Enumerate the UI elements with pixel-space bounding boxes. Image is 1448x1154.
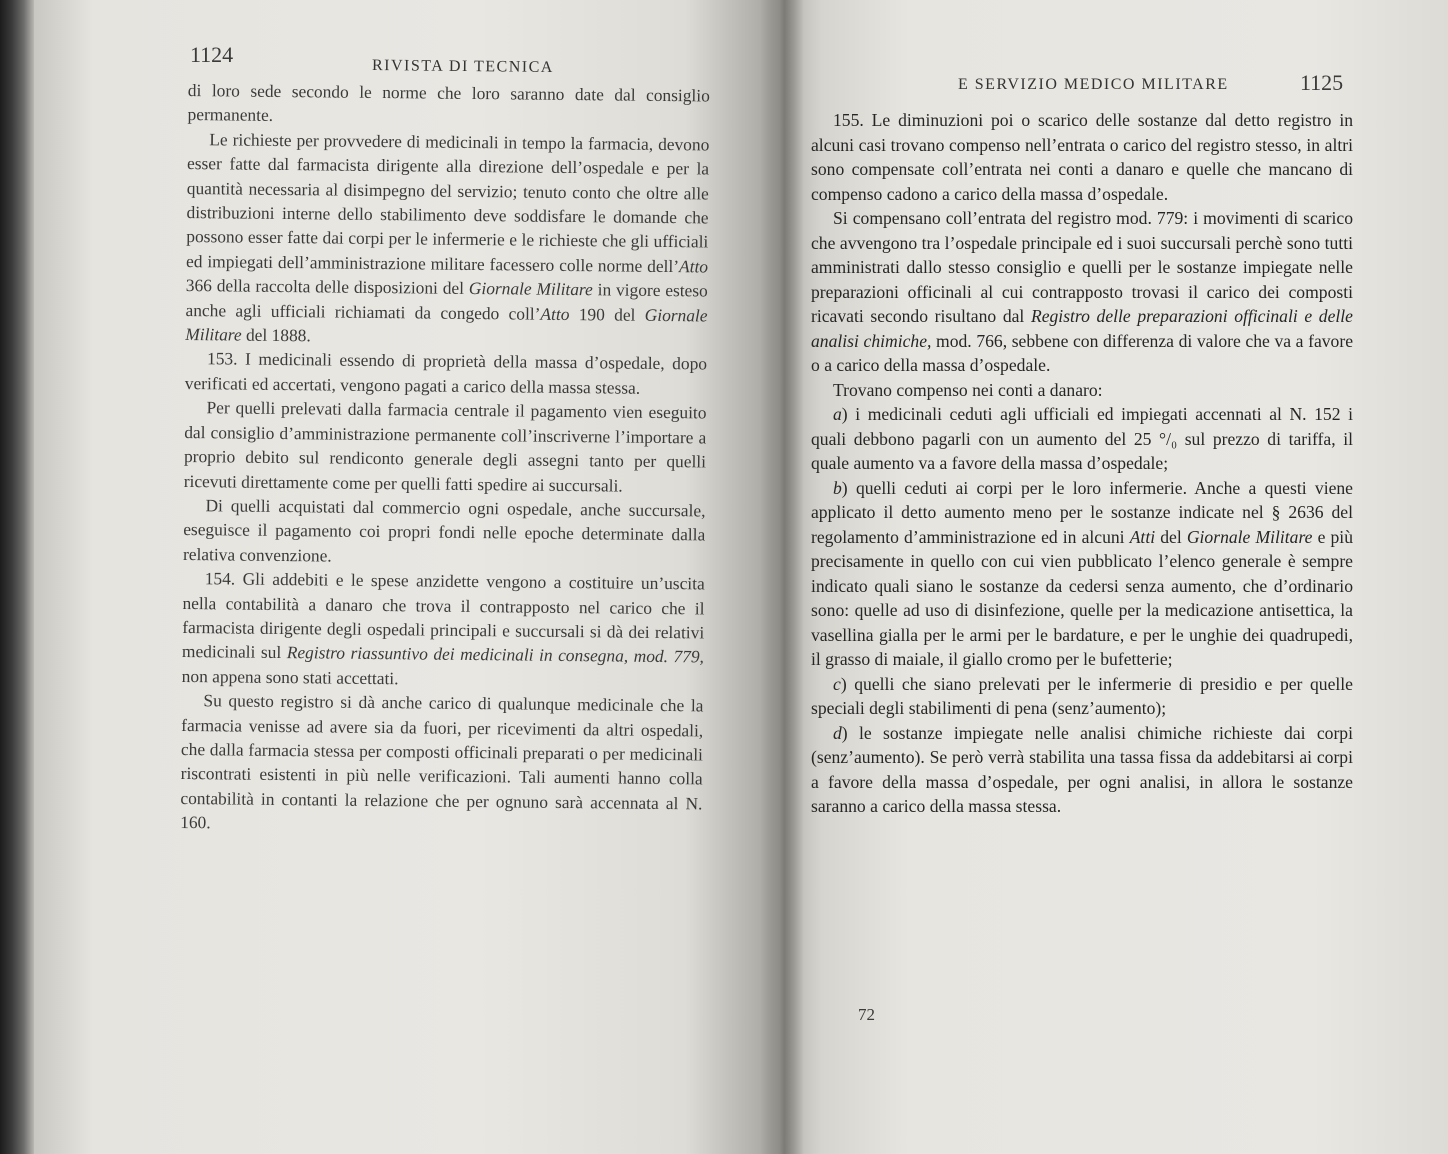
- text-run: ) i medicinali ceduti agli ufficiali ed impiegati accennati al N. 152 i quali debbono pagarli con un aumento del 25 °/₀ sul prezzo di tariffa, il quale aumento va a favore della massa d’ospedale;: [811, 404, 1353, 473]
- italic-text: d: [833, 722, 842, 743]
- paragraph: [811, 206, 1353, 378]
- italic-text: Giornale Militare: [1186, 526, 1313, 547]
- italic-text: Atto: [540, 303, 570, 324]
- text-run: Trovano compenso nei conti a danaro:: [833, 379, 1103, 400]
- text-run: Su questo registro si dà anche carico di qualunque medicinale che la farmacia venisse ad avere sia da fuori, per ricevimenti da altri ospedali, che dalla farmacia stessa per composti officinali preparati o per medicinali riscontrati esistenti in più nelle verificazioni. Tali aumenti hanno colla contabilità in contanti la relazione che per ognuno sarà accennata al N. 160.: [180, 690, 704, 833]
- left-page-number: 1124: [190, 42, 234, 67]
- paragraph: [811, 476, 1353, 672]
- text-run: mod. 766, sebbene con differenza di valore che va a favore o a carico della massa d’ospedale.: [811, 330, 1354, 375]
- paragraph: [183, 493, 706, 572]
- paragraph: [185, 346, 707, 400]
- text-run: del 1888.: [241, 324, 311, 346]
- paragraph: [811, 378, 1353, 403]
- text-run: ) le sostanze impiegate nelle analisi chimiche richieste dai corpi (senz’aumento). Se però verrà stabilita una tassa fissa da addebitarsi ai corpi a favore della massa d’ospedale, per ogni analisi, in allora le sostanze saranno a carico della massa stessa.: [811, 722, 1353, 816]
- italic-text: c: [833, 673, 841, 694]
- text-run: 366 della raccolta delle disposizioni del: [185, 275, 469, 299]
- italic-text: Giornale Militare: [185, 304, 708, 345]
- text-run: 154. Gli addebiti e le spese anzidette vengono a costituire un’uscita nella contabilità a danaro che trova il contrapposto nel carico che il farmacista dirigente degli ospedali principali e succursali si dà dei relativi medicinali sul: [181, 568, 705, 663]
- paragraph: [185, 127, 709, 352]
- right-page-number: 1125: [1300, 70, 1344, 95]
- text-run: Di quelli acquistati dal commercio ogni ospedale, anche succursale, eseguisce il pagamento coi propri fondi nelle epoche determinate dalla relativa convenzione.: [182, 495, 706, 566]
- text-run: ) quelli che siano prelevati per le infermerie di presidio e per quelle speciali degli stabilimenti di pena (senz’aumento);: [811, 673, 1353, 718]
- right-body-text: [811, 108, 1353, 819]
- text-run: Per quelli prelevati dalla farmacia centrale il pagamento vien eseguito dal consiglio d’amministrazione permanente coll’inscriverne l’importare a proprio debito sul rendiconto generale degli assegni tanto per quelli ricevuti direttamente come per quelli fatti spedire ai succursali.: [183, 397, 707, 496]
- paragraph: [187, 78, 709, 132]
- text-run: Le richieste per provvedere di medicinali in tempo la farmacia, devono esser fatte dal farmacista dirigente alla direzione dell’ospedale e per la quantità necessaria al disimpegno del servizio; tenuto conto che oltre alle distribuzioni interne dello stabilimento deve soddisfare le domande che possono esser fatte dai corpi per le infermerie e le richieste che gli ufficiali ed impiegati dell’amministrazione militare facessero colle norme dell’: [185, 129, 710, 276]
- text-run: 155. Le diminuzioni poi o scarico delle sostanze dal detto registro in alcuni casi trovano compenso nell’entrata o carico del registro stesso, in altri sono compensate coll’entrata nei conti a danaro e quelle che mancano di compenso cadono a carico della massa d’ospedale.: [811, 110, 1353, 204]
- italic-text: a: [833, 404, 842, 424]
- italic-text: Registro riassuntivo dei medicinali in consegna, mod. 779,: [286, 642, 705, 667]
- text-run: non appena sono stati accettati.: [181, 665, 399, 688]
- italic-text: Atto: [678, 255, 709, 277]
- italic-text: b: [833, 477, 842, 498]
- text-run: Si compensano coll’entrata del registro mod. 779: i movimenti di scarico che avvengono tra l’ospedale principale ed i suoi succursali perchè sono tutti amministrati dallo stesso consiglio e quelli per le sostanze impiegate nelle preparazioni officinali al cui contrapposto trovasi il carico dei composti ricavati secondo risultano dal: [811, 208, 1353, 326]
- left-body-text: [180, 78, 710, 840]
- gutter-shadow: [760, 0, 804, 1154]
- signature-mark: 72: [858, 1005, 875, 1024]
- text-run: in vigore esteso anche agli ufficiali richiamati da congedo coll’: [185, 279, 708, 324]
- paragraph: [182, 566, 705, 693]
- text-run: di loro sede secondo le norme che loro saranno date dal consiglio permanente.: [187, 79, 710, 126]
- paragraph: [811, 672, 1353, 721]
- paragraph: [180, 688, 704, 840]
- binding-edge: [0, 0, 34, 1154]
- right-running-head: E SERVIZIO MEDICO MILITARE: [958, 76, 1229, 93]
- text-run: 190 del: [569, 303, 645, 325]
- left-running-head: RIVISTA DI TECNICA: [371, 57, 554, 76]
- text-run: del: [1155, 526, 1187, 547]
- text-run: ) quelli ceduti ai corpi per le loro infermerie. Anche a questi viene applicato il detto aumento meno per le sostanze indicate nel § 2636 del regolamento d’amministrazione ed in alcuni: [811, 477, 1353, 547]
- italic-text: Giornale Militare: [468, 278, 593, 300]
- paragraph: [811, 108, 1353, 206]
- italic-text: Atti: [1129, 526, 1156, 547]
- text-run: e più precisamente in quello con cui vien pubblicato l’elenco generale è sempre indicato quali siano le sostanze da cedersi senza aumento, che d’ordinario sono: quelle ad uso di disinfezione, quelle per la medicazione antisettica, la vasellina gialla per le armi per le bardature, e per le unghie dei quadrupedi, il grasso di maiale, il giallo cromo per le bufetterie;: [811, 526, 1353, 669]
- paragraph: [184, 395, 707, 498]
- paragraph: [811, 402, 1353, 476]
- paragraph: [811, 721, 1353, 819]
- text-run: 153. I medicinali essendo di proprietà della massa d’ospedale, dopo verificati ed accertati, vengono pagati a carico della massa stessa.: [184, 348, 708, 398]
- italic-text: Registro delle preparazioni officinali e delle analisi chimiche,: [811, 306, 1353, 351]
